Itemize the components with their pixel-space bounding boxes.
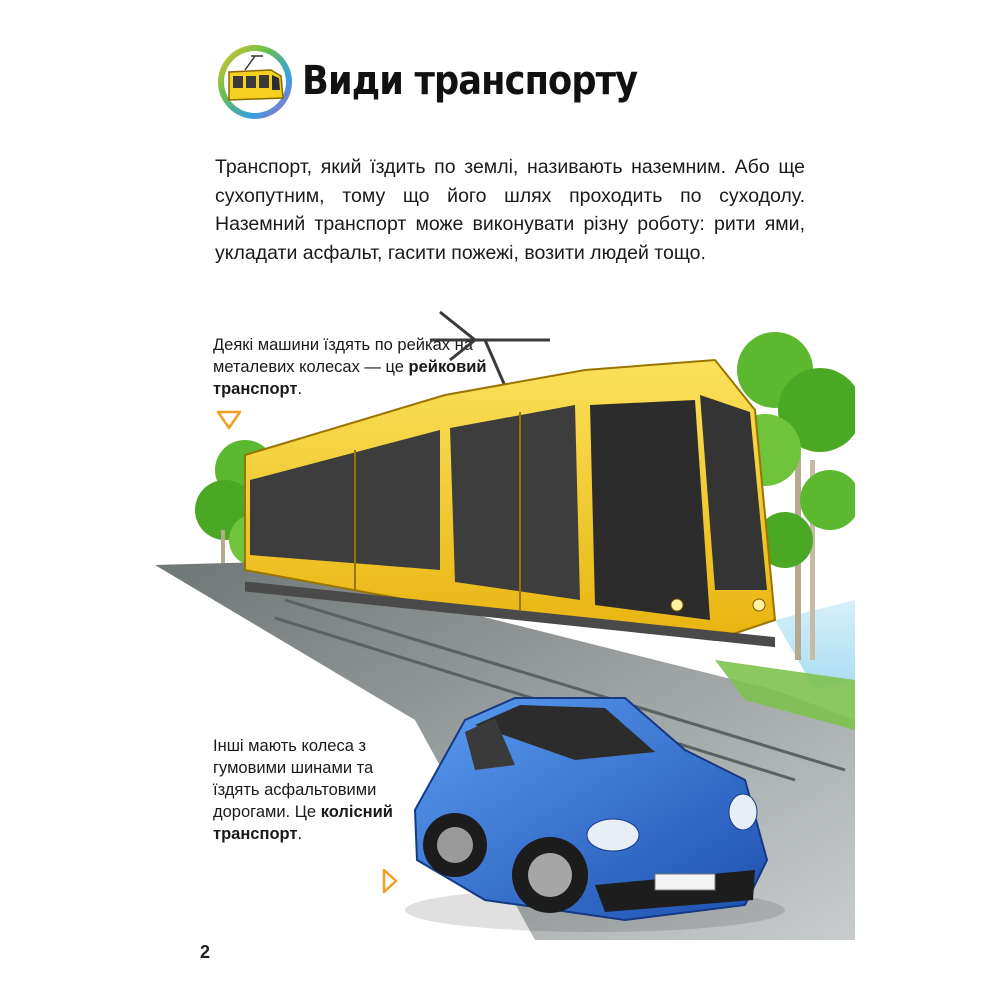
intro-paragraph: Транспорт, який їздить по землі, називають наземним. Або ще сухопутним, тому що його шлях проходить по суходолу. Наземний транспорт може виконувати різну роботу: рити ями, укладати асфальт, гасити пожежі, возити людей тощо. xyxy=(215,156,805,264)
wheel-caption-text: Інші мають колеса з гумовими шинами та їздять асфальтовими дорогами. Це xyxy=(213,737,377,821)
rail-caption-end: . xyxy=(297,380,303,398)
tram-badge-icon xyxy=(215,42,295,122)
wheel-transport-term: колісний транспорт xyxy=(213,803,393,843)
page-number: 2 xyxy=(200,942,211,962)
wheel-transport-caption xyxy=(213,735,403,845)
yellow-tram-illustration xyxy=(245,312,775,647)
wheel-caption-end: . xyxy=(297,825,303,843)
rail-transport-term: рейковий транспорт xyxy=(213,358,487,398)
page-title: Види транспорту xyxy=(302,58,638,104)
triangle-right-icon xyxy=(382,868,398,894)
rail-caption-text: Деякі машини їздять по рейках на металевих колесах — це xyxy=(213,336,473,376)
